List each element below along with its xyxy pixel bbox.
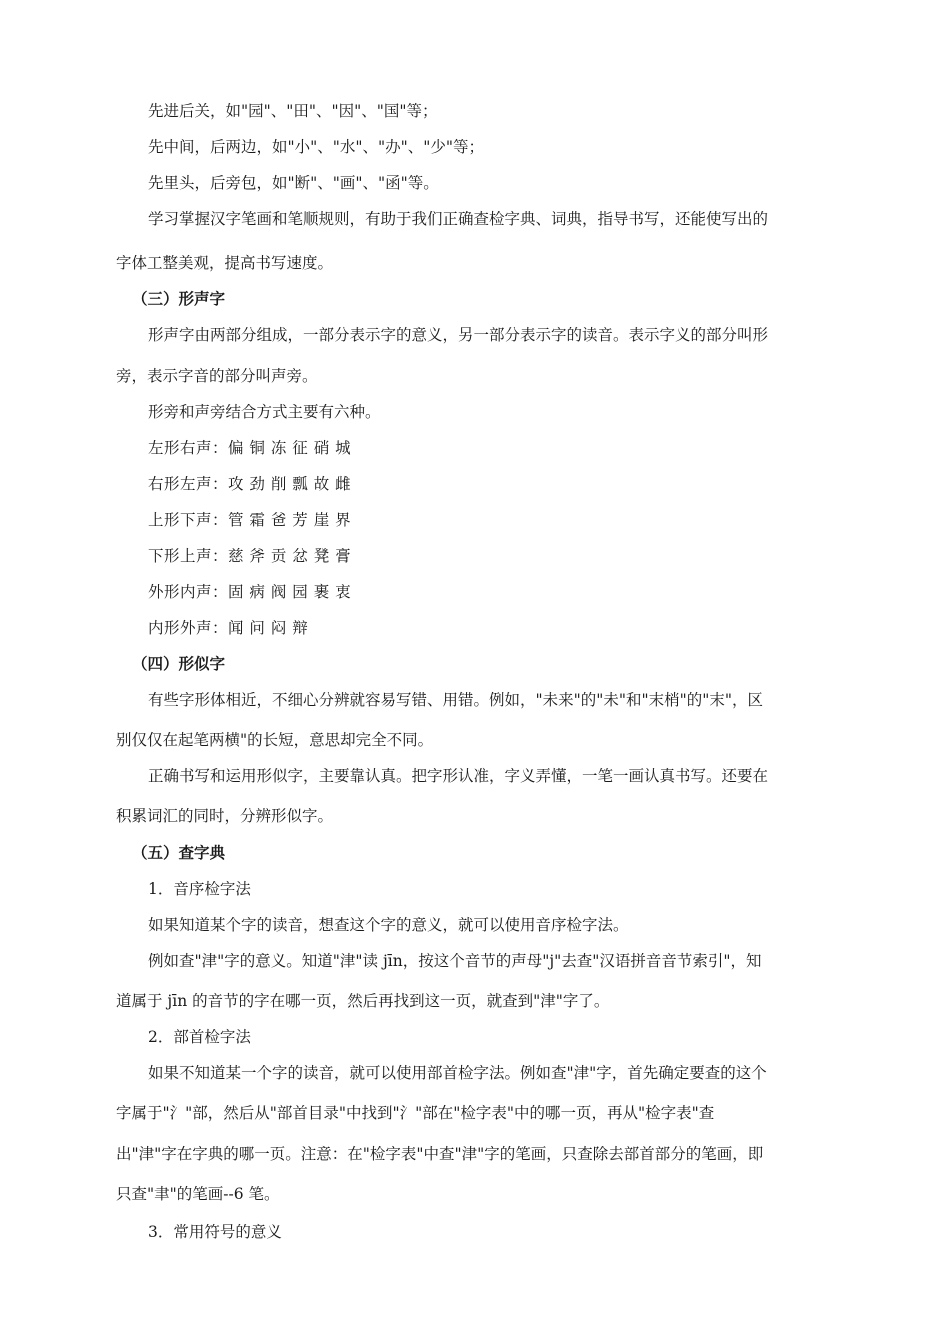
section-heading-5: （五）查字典 [132,843,226,862]
paragraph-similar-line2: 别仅仅在起笔两横"的长短，意思却完全不同。 [116,731,434,749]
paragraph-stroke-summary-line2: 字体工整美观，提高书写速度。 [116,254,334,272]
list-item-left-right: 左形右声：偏 铜 冻 征 硝 城 [148,439,352,457]
section-heading-3: （三）形声字 [132,289,226,308]
paragraph-similar-tip-line1: 正确书写和运用形似字，主要靠认真。把字形认准，字义弄懂，一笔一画认真书写。还要在 [148,767,769,785]
paragraph-phonetic-line1: 形声字由两部分组成，一部分表示字的意义，另一部分表示字的读音。表示字义的部分叫形 [148,326,769,344]
paragraph-phonetic-lookup: 如果知道某个字的读音，想查这个字的意义，就可以使用音序检字法。 [148,916,629,934]
paragraph-radical-line2: 字属于"氵"部，然后从"部首目录"中找到"氵"部在"检字表"中的哪一页，再从"检字表"查 [116,1104,715,1122]
subheading-phonetic-lookup: 1．音序检字法 [148,880,251,898]
paragraph-phonetic-types: 形旁和声旁结合方式主要有六种。 [148,403,381,421]
paragraph-stroke-rule-2: 先中间，后两边，如"小"、"水"、"办"、"少"等； [148,138,485,156]
paragraph-similar-line1: 有些字形体相近，不细心分辨就容易写错、用错。例如，"未来"的"未"和"末梢"的"末"，区 [148,691,764,709]
subheading-common-symbols: 3．常用符号的意义 [148,1223,282,1241]
paragraph-radical-line3: 出"津"字在字典的哪一页。注意：在"检字表"中查"津"字的笔画，只查除去部首部分的笔画，即 [116,1145,764,1163]
list-item-outer-inner: 外形内声：固 病 阀 园 裹 衷 [148,583,352,601]
list-item-top-bottom: 上形下声：管 霜 爸 芳 崖 界 [148,511,352,529]
paragraph-radical-line4: 只查"聿"的笔画--6 笔。 [116,1185,280,1203]
paragraph-stroke-summary-line1: 学习掌握汉字笔画和笔顺规则，有助于我们正确查检字典、词典，指导书写，还能使写出的 [148,210,769,228]
list-item-bottom-top: 下形上声：慈 斧 贡 忿 凳 膏 [148,547,352,565]
subheading-radical-lookup: 2．部首检字法 [148,1028,251,1046]
paragraph-example-line2: 道属于 jīn 的音节的字在哪一页，然后再找到这一页，就查到"津"字了。 [116,992,610,1010]
paragraph-radical-line1: 如果不知道某一个字的读音，就可以使用部首检字法。例如查"津"字，首先确定要查的这个 [148,1064,767,1082]
paragraph-phonetic-line2: 旁，表示字音的部分叫声旁。 [116,367,318,385]
paragraph-similar-tip-line2: 积累词汇的同时，分辨形似字。 [116,807,334,825]
paragraph-example-line1: 例如查"津"字的意义。知道"津"读 jīn，按这个音节的声母"j"去查"汉语拼音音节索引"，知 [148,952,762,970]
list-item-inner-outer: 内形外声：闻 问 闷 辩 [148,619,309,637]
list-item-right-left: 右形左声：攻 劲 削 瓢 故 雌 [148,475,352,493]
paragraph-stroke-rule-1: 先进后关，如"园"、"田"、"因"、"国"等； [148,102,438,120]
section-heading-4: （四）形似字 [132,654,226,673]
paragraph-stroke-rule-3: 先里头，后旁包，如"断"、"画"、"函"等。 [148,174,439,192]
